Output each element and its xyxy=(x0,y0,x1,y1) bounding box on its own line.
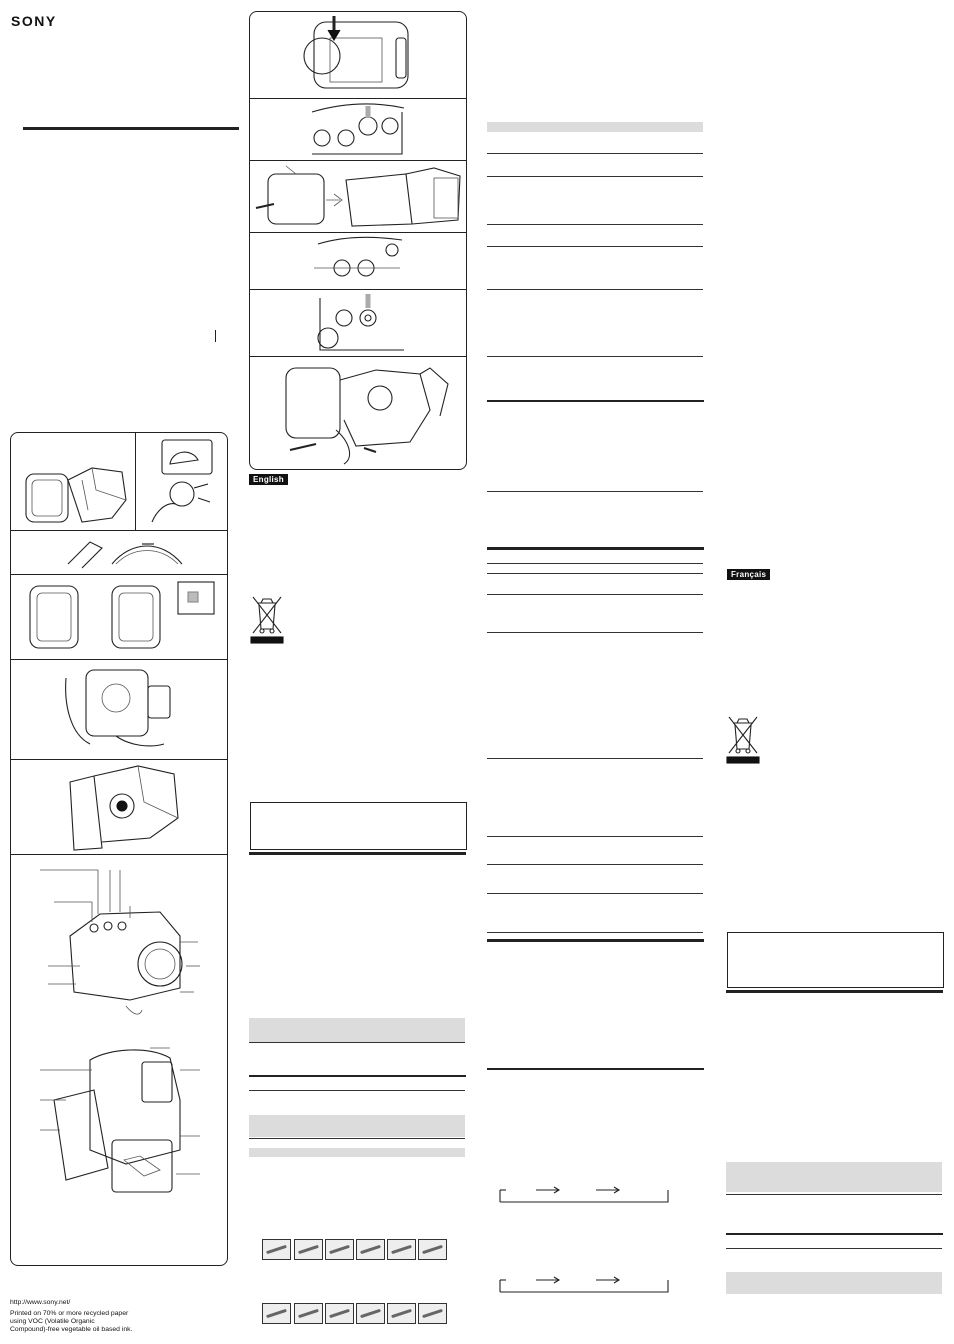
table-rule xyxy=(487,864,703,865)
panel-divider xyxy=(249,289,466,290)
o-ring-swatch xyxy=(356,1239,385,1260)
voc-line: using VOC (Volatile Organic xyxy=(10,1318,95,1325)
table-rule xyxy=(487,573,703,574)
panel-divider xyxy=(135,432,136,530)
table-rule xyxy=(487,246,703,247)
section-rule xyxy=(249,1075,466,1077)
panel-divider xyxy=(10,854,227,855)
notice-box xyxy=(250,802,467,850)
lens-frame-illustration xyxy=(28,582,218,654)
remove-camera-illustration xyxy=(280,360,456,464)
table-header-band xyxy=(249,1115,465,1137)
mode-cycle-diagram xyxy=(496,1272,672,1294)
section-rule xyxy=(249,852,466,855)
o-ring-swatch xyxy=(325,1303,354,1324)
table-rule xyxy=(487,563,703,564)
section-rule xyxy=(487,400,704,402)
panel-divider xyxy=(10,530,227,531)
o-ring-swatch xyxy=(418,1303,447,1324)
hand-pressing-illustration xyxy=(148,438,218,526)
table-rule xyxy=(487,632,703,633)
table-rule xyxy=(726,1248,942,1249)
lang-tag-french: Français xyxy=(727,569,770,580)
weee-bin-icon xyxy=(727,715,759,765)
table-header-band xyxy=(249,1018,465,1042)
table-rule xyxy=(487,491,703,492)
parts-diagram-front xyxy=(30,866,216,1016)
table-header-band xyxy=(249,1148,465,1157)
housing-closed-illustration xyxy=(64,762,184,852)
o-ring-swatch xyxy=(418,1239,447,1260)
table-rule xyxy=(249,1138,465,1139)
lang-tag-english: English xyxy=(249,474,288,485)
table-rule xyxy=(487,758,703,759)
title-rule xyxy=(23,127,239,130)
table-rule xyxy=(487,153,703,154)
table-rule xyxy=(487,836,703,837)
parts-diagram-rear xyxy=(30,1040,216,1200)
o-ring-swatch xyxy=(387,1239,416,1260)
power-button-illustration xyxy=(316,294,408,352)
table-header-band xyxy=(487,122,703,132)
dial-illustration xyxy=(314,236,404,286)
panel-divider xyxy=(249,232,466,233)
panel-divider xyxy=(249,98,466,99)
section-rule xyxy=(487,939,704,942)
table-rule xyxy=(487,356,703,357)
o-ring-illustration xyxy=(62,534,222,570)
o-ring-swatch xyxy=(356,1303,385,1324)
o-ring-swatch xyxy=(262,1239,291,1260)
section-rule xyxy=(726,1233,943,1235)
camera-insert-illustration xyxy=(60,664,176,754)
table-rule xyxy=(487,176,703,177)
table-header-band xyxy=(726,1272,942,1294)
housing-open-illustration xyxy=(22,460,132,526)
table-rule xyxy=(487,594,703,595)
panel-divider xyxy=(249,356,466,357)
section-rule xyxy=(726,990,943,993)
weee-bin-icon xyxy=(251,595,283,645)
sony-logo: SONY xyxy=(11,13,57,29)
housing-top-illustration xyxy=(300,16,416,96)
o-ring-swatch xyxy=(262,1303,291,1324)
vegetable-oil-line: Compound)-free vegetable oil based ink. xyxy=(10,1326,133,1333)
model-marker xyxy=(215,330,216,342)
table-rule xyxy=(487,893,703,894)
panel-divider xyxy=(10,759,227,760)
panel-divider xyxy=(249,160,466,161)
button-panel-illustration xyxy=(306,102,406,156)
section-rule xyxy=(487,1068,704,1070)
panel-divider xyxy=(10,659,227,660)
notice-box xyxy=(727,932,944,988)
table-header-band xyxy=(726,1162,942,1192)
section-rule xyxy=(487,547,704,550)
open-latch-illustration xyxy=(256,164,462,230)
o-ring-swatch xyxy=(325,1239,354,1260)
recycled-paper-line: Printed on 70% or more recycled paper xyxy=(10,1310,129,1317)
table-rule xyxy=(487,224,703,225)
sony-url[interactable]: http://www.sony.net/ xyxy=(10,1299,71,1306)
panel-divider xyxy=(10,574,227,575)
o-ring-swatch xyxy=(387,1303,416,1324)
table-rule xyxy=(249,1042,465,1043)
table-rule xyxy=(726,1194,942,1195)
mode-cycle-diagram xyxy=(496,1182,672,1204)
table-rule xyxy=(487,932,703,933)
o-ring-swatch xyxy=(294,1239,323,1260)
table-rule xyxy=(487,289,703,290)
table-rule xyxy=(249,1090,465,1091)
o-ring-swatch xyxy=(294,1303,323,1324)
